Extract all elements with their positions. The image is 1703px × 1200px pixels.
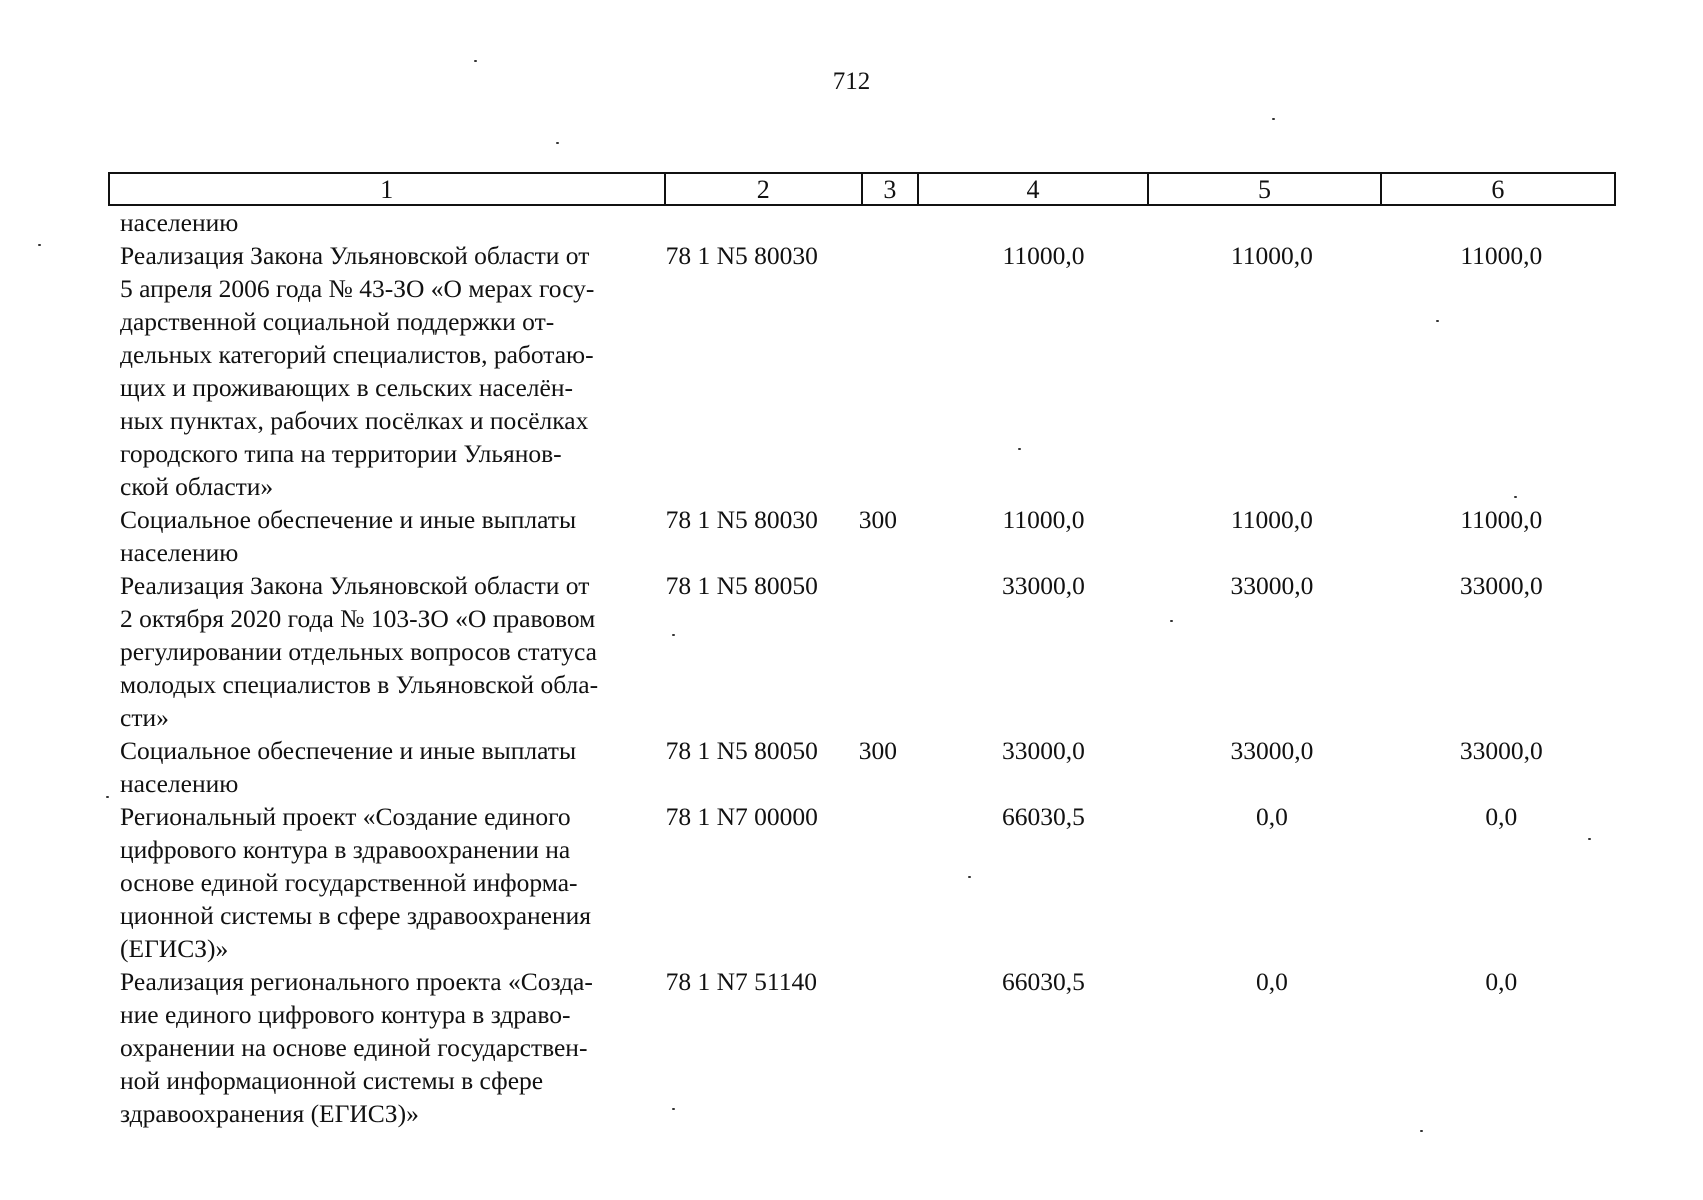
table-row bbox=[108, 965, 1616, 1130]
header-col-2: 2 bbox=[666, 174, 863, 204]
row-name-line: основе единой государственной информа- bbox=[120, 868, 578, 897]
row-value-col5 bbox=[1157, 206, 1386, 239]
header-col-5: 5 bbox=[1149, 174, 1381, 204]
row-name-line: Социальное обеспечение и иные выплаты bbox=[120, 505, 577, 534]
scan-speck bbox=[106, 796, 109, 798]
row-value-col6: 0,0 bbox=[1485, 802, 1518, 831]
scan-speck bbox=[1272, 118, 1275, 120]
row-expense-type: 300 bbox=[858, 505, 897, 534]
table-body bbox=[108, 206, 1616, 1130]
row-name-line: регулировании отдельных вопросов статуса bbox=[120, 637, 597, 666]
row-value-col4: 11000,0 bbox=[1002, 505, 1085, 534]
row-value-col5: 0,0 bbox=[1255, 967, 1288, 996]
row-value-col4: 33000,0 bbox=[1002, 736, 1085, 765]
scan-speck bbox=[1436, 320, 1439, 322]
row-name-line: городского типа на территории Ульянов- bbox=[120, 439, 562, 468]
row-name-line: 5 апреля 2006 года № 43-ЗО «О мерах госу- bbox=[120, 274, 595, 303]
scan-speck bbox=[1170, 620, 1173, 622]
row-name-line: Реализация Закона Ульяновской области от bbox=[120, 241, 590, 270]
row-name-line: Реализация регионального проекта «Созда- bbox=[120, 967, 593, 996]
row-value-col5: 11000,0 bbox=[1230, 505, 1313, 534]
scan-speck bbox=[474, 60, 477, 62]
row-name bbox=[108, 206, 652, 239]
row-value-col5: 33000,0 bbox=[1230, 571, 1314, 600]
scan-speck bbox=[672, 634, 675, 636]
row-name-line: населению bbox=[120, 208, 239, 237]
header-col-6: 6 bbox=[1491, 175, 1505, 204]
row-expense-type bbox=[853, 239, 918, 503]
row-code: 78 1 N5 80030 bbox=[665, 505, 818, 534]
table-row bbox=[108, 503, 1616, 569]
row-value-col4 bbox=[918, 206, 1157, 239]
header-col-1: 1 bbox=[110, 174, 666, 204]
scan-speck bbox=[556, 142, 559, 144]
table-row bbox=[108, 239, 1616, 503]
scan-speck bbox=[1420, 1130, 1423, 1132]
table-row bbox=[108, 569, 1616, 734]
table-header bbox=[108, 172, 1616, 206]
row-value-col5: 33000,0 bbox=[1230, 736, 1314, 765]
row-value-col6: 33000,0 bbox=[1459, 571, 1543, 600]
row-name-line: ние единого цифрового контура в здраво- bbox=[120, 1000, 571, 1029]
row-expense-type bbox=[853, 206, 918, 239]
row-name-line: сти» bbox=[120, 703, 169, 732]
row-name-line: (ЕГИСЗ)» bbox=[120, 934, 229, 963]
row-name-line: молодых специалистов в Ульяновской обла- bbox=[120, 670, 599, 699]
row-name-line: ной информационной системы в сфере bbox=[120, 1066, 544, 1095]
row-expense-type bbox=[853, 965, 918, 1130]
row-name-line: дельных категорий специалистов, работаю- bbox=[120, 340, 594, 369]
scan-speck bbox=[1588, 838, 1591, 840]
row-name bbox=[108, 734, 652, 800]
row-name-line: ской области» bbox=[120, 472, 274, 501]
row-value-col6: 0,0 bbox=[1485, 967, 1518, 996]
header-col-4: 4 bbox=[919, 174, 1149, 204]
row-code: 78 1 N5 80050 bbox=[665, 571, 818, 600]
row-value-col6: 11000,0 bbox=[1460, 505, 1543, 534]
row-name-line: цифрового контура в здравоохранении на bbox=[120, 835, 571, 864]
row-name bbox=[108, 569, 652, 734]
row-value-col5: 0,0 bbox=[1255, 802, 1288, 831]
row-expense-type bbox=[853, 569, 918, 734]
row-name-line: охранении на основе единой государствен- bbox=[120, 1033, 588, 1062]
row-value-col6: 33000,0 bbox=[1459, 736, 1543, 765]
row-code: 78 1 N7 51140 bbox=[665, 967, 817, 996]
row-name-line: Реализация Закона Ульяновской области от bbox=[120, 571, 590, 600]
row-code bbox=[652, 206, 853, 239]
page-number: 712 bbox=[832, 68, 871, 95]
row-expense-type bbox=[853, 800, 918, 965]
row-value-col6 bbox=[1387, 206, 1616, 239]
row-name-line: населению bbox=[120, 769, 239, 798]
row-name-line: ных пунктах, рабочих посёлках и посёлках bbox=[120, 406, 589, 435]
row-name-line: Региональный проект «Создание единого bbox=[120, 802, 571, 831]
row-value-col4: 11000,0 bbox=[1002, 241, 1085, 270]
row-name bbox=[108, 965, 652, 1130]
scan-speck bbox=[672, 1108, 675, 1110]
table-row bbox=[108, 800, 1616, 965]
row-name-line: 2 октября 2020 года № 103-ЗО «О правовом bbox=[120, 604, 596, 633]
row-name-line: населению bbox=[120, 538, 239, 567]
row-name-line: ционной системы в сфере здравоохранения bbox=[120, 901, 592, 930]
row-name bbox=[108, 503, 652, 569]
table-row bbox=[108, 734, 1616, 800]
row-name bbox=[108, 239, 652, 503]
row-value-col6: 11000,0 bbox=[1460, 241, 1543, 270]
row-value-col4: 66030,5 bbox=[1002, 802, 1085, 831]
row-name bbox=[108, 800, 652, 965]
scan-speck bbox=[1514, 496, 1517, 498]
row-value-col4: 66030,5 bbox=[1002, 967, 1085, 996]
row-name-line: дарственной социальной поддержки от- bbox=[120, 307, 555, 336]
table-row bbox=[108, 206, 1616, 239]
row-value-col5: 11000,0 bbox=[1230, 241, 1313, 270]
row-value-col4: 33000,0 bbox=[1002, 571, 1085, 600]
row-name-line: Социальное обеспечение и иные выплаты bbox=[120, 736, 577, 765]
row-code: 78 1 N7 00000 bbox=[665, 802, 818, 831]
scan-speck bbox=[1018, 448, 1021, 450]
scan-speck bbox=[38, 244, 41, 246]
header-col-3: 3 bbox=[863, 174, 919, 204]
row-code: 78 1 N5 80030 bbox=[665, 241, 818, 270]
row-code: 78 1 N5 80050 bbox=[665, 736, 818, 765]
scan-speck bbox=[968, 876, 971, 878]
row-expense-type: 300 bbox=[858, 736, 897, 765]
row-name-line: здравоохранения (ЕГИСЗ)» bbox=[120, 1099, 419, 1128]
row-name-line: щих и проживающих в сельских населён- bbox=[120, 373, 573, 402]
